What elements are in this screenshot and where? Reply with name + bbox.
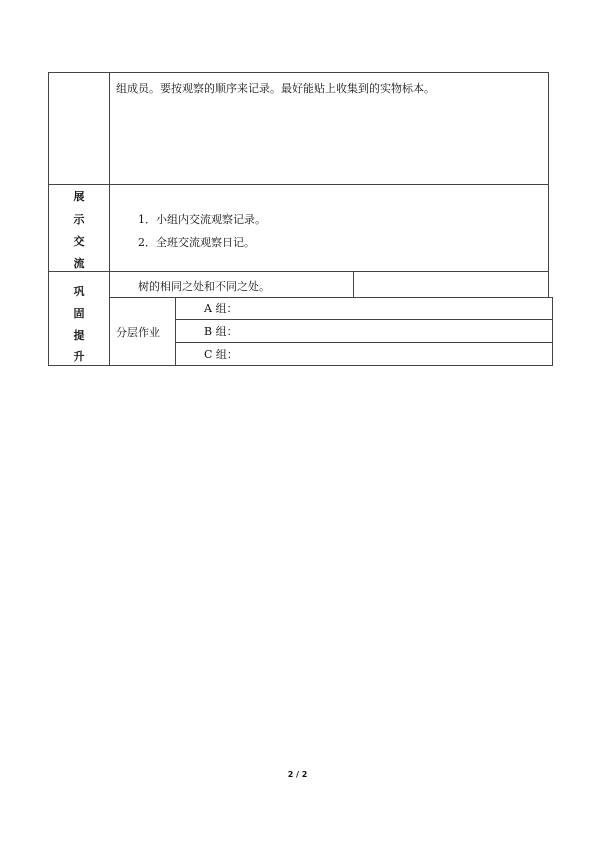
group-a-label: A 组： xyxy=(204,302,238,315)
subtable-row-b-bottom xyxy=(175,342,552,343)
row2-item-2: 2．全班交流观察日记。 xyxy=(138,236,255,249)
subtable-row-a-bottom xyxy=(175,319,552,320)
table-border-top xyxy=(48,72,549,73)
label-column-divider xyxy=(109,72,110,366)
row-divider-1 xyxy=(48,184,549,185)
row2-label-char-4: 流 xyxy=(73,257,85,270)
row2-label-char-1: 展 xyxy=(73,190,85,203)
page-number: 2 / 2 xyxy=(287,770,308,779)
row-divider-2 xyxy=(48,271,549,272)
row2-item-1: 1．小组内交流观察记录。 xyxy=(138,213,266,226)
homework-label: 分层作业 xyxy=(116,326,160,339)
row3-top-text: 树的相同之处和不同之处。 xyxy=(138,280,270,293)
row3-label-char-4: 升 xyxy=(73,350,85,363)
table-border-bottom xyxy=(48,365,552,366)
row2-label-char-2: 示 xyxy=(73,213,85,226)
group-b-label: B 组： xyxy=(204,325,238,338)
group-c-label: C 组： xyxy=(204,348,238,361)
row1-content: 组成员。要按观察的顺序来记录。最好能贴上收集到的实物标本。 xyxy=(116,82,435,95)
table-border-left xyxy=(48,72,49,366)
homework-label-divider xyxy=(175,297,176,366)
row3-label-char-1: 巩 xyxy=(73,285,85,298)
row2-label-char-3: 交 xyxy=(73,235,85,248)
row3-label-char-3: 提 xyxy=(73,329,85,342)
top-text-cell-divider xyxy=(353,271,354,298)
table-border-right xyxy=(548,72,549,298)
row3-label-char-2: 固 xyxy=(73,307,85,320)
subtable-border-right xyxy=(552,297,553,366)
